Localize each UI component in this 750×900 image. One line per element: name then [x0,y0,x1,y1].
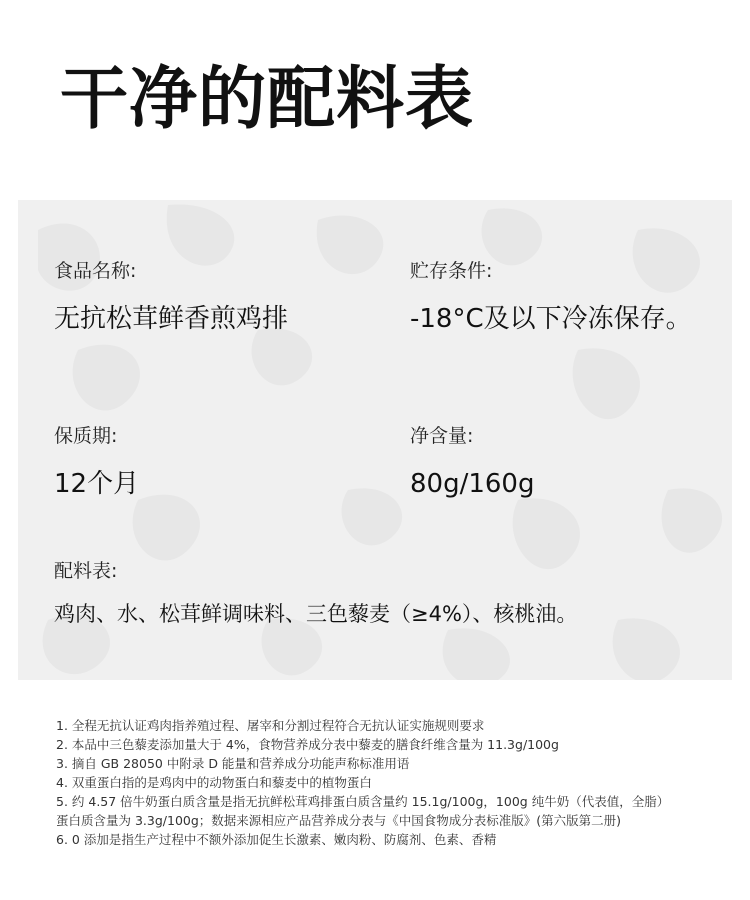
footnote: 6. 0 添加是指生产过程中不额外添加促生长激素、嫩肉粉、防腐剂、色素、香精 [56,832,497,847]
footnote: 5. 约 4.57 倍牛奶蛋白质含量是指无抗鲜松茸鸡排蛋白质含量约 15.1g/100g，100g 纯牛奶（代表值，全脂） [56,794,670,809]
footnote: 2. 本品中三色藜麦添加量大于 4%，食物营养成分表中藜麦的膳食纤维含量为 11.3g/100g [56,737,559,752]
ingredients-label: 配料表: [54,560,118,582]
page-title: 干净的配料表 [60,60,475,139]
footnote: 3. 摘自 GB 28050 中附录 D 能量和营养成分功能声称标准用语 [56,756,410,771]
product-name-value: 无抗松茸鲜香煎鸡排 [54,304,289,334]
storage-label: 贮存条件: [410,260,493,282]
product-name-field [54,260,289,334]
ingredients-field [54,560,578,626]
product-name-label: 食品名称: [54,260,137,282]
footnote: 蛋白质含量为 3.3g/100g；数据来源相应产品营养成分表与《中国食物成分表标准版》(第六版第二册) [56,813,622,828]
shelf-life-label: 保质期: [54,425,118,447]
shelf-life-field [54,425,140,499]
footnotes [56,716,726,849]
ingredients-value: 鸡肉、水、松茸鲜调味料、三色藜麦（≥4%）、核桃油。 [54,602,578,626]
net-content-field [410,425,535,499]
footnote: 4. 双重蛋白指的是鸡肉中的动物蛋白和藜麦中的植物蛋白 [56,775,372,790]
storage-field [410,260,692,334]
storage-value: -18°C及以下冷冻保存。 [410,304,692,334]
net-content-label: 净含量: [410,425,474,447]
footnote: 1. 全程无抗认证鸡肉指养殖过程、屠宰和分割过程符合无抗认证实施规则要求 [56,718,485,733]
info-panel [18,200,732,680]
shelf-life-value: 12个月 [54,469,140,499]
net-content-value: 80g/160g [410,469,535,499]
